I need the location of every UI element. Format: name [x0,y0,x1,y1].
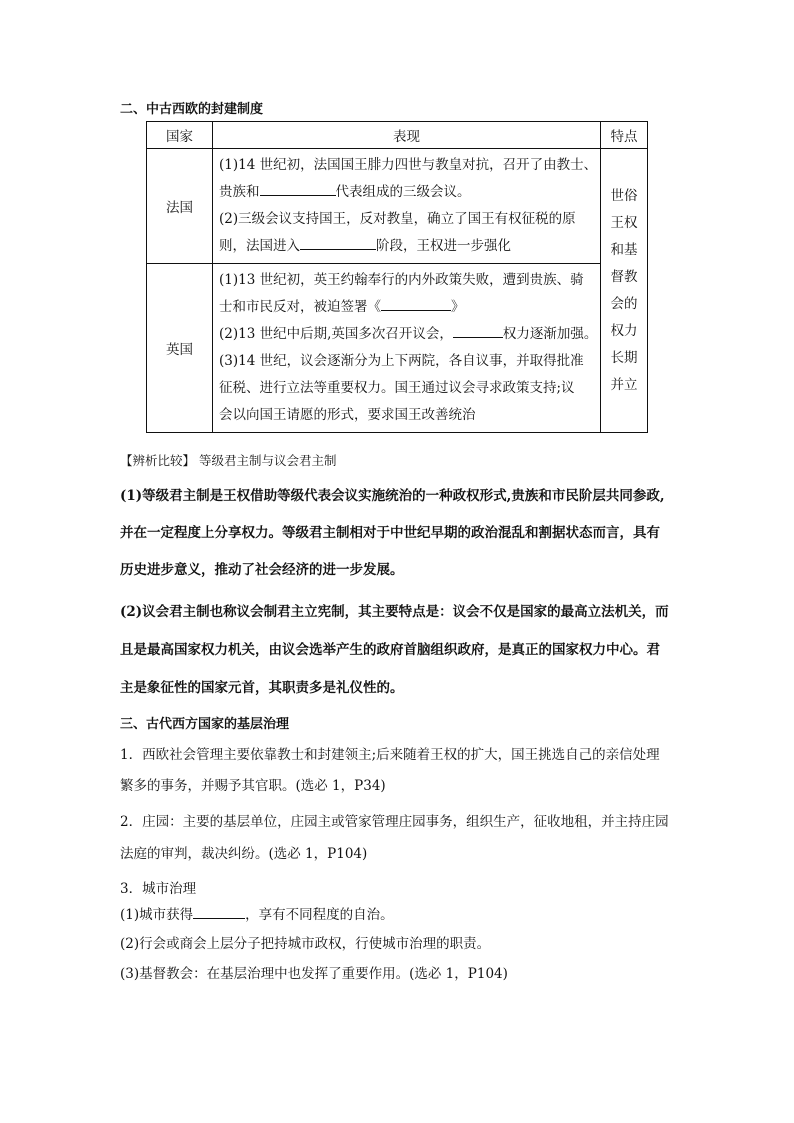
compare-line: (1)等级君主制是王权借助等级代表会议实施统治的一种政权形式,贵族和市民阶层共同参政, [120,488,665,504]
feature-char: 权力 [610,322,638,339]
performance-cell [213,264,601,433]
feature-char: 世俗 [610,187,638,204]
item-line: (1)城市获得 ，享有不同程度的自治。 [120,907,394,923]
text-line: (2)三级会议支持国王，反对教皇，确立了国王有权征税的原 [219,211,576,227]
header-country: 国家 [147,122,213,149]
section-title: 三、古代西方国家的基层治理 [120,717,290,732]
item-line: (2)行会或商会上层分子把持城市政权，行使城市治理的职责。 [120,936,491,952]
item-line: 繁多的事务，并赐予其官职。(选必 1，P34) [120,778,386,794]
item-title: 3．城市治理 [120,881,197,897]
table-header-row [147,122,648,149]
compare-line: 主是象征性的国家元首，其职责多是礼仪性的。 [120,680,404,696]
fill-blank[interactable] [193,906,245,919]
text-line: (1)14 世纪初，法国国王腓力四世与教皇对抗，召开了由教士、 [219,157,598,173]
feature-char: 王权 [610,214,638,231]
compare-line: 且是最高国家权力机关，由议会选举产生的政府首脑组织政府，是真正的国家权力中心。君 [120,642,660,658]
fill-blank[interactable] [453,325,503,338]
section-title: 二、中古西欧的封建制度 [120,102,264,117]
fill-blank[interactable] [381,298,451,311]
header-feature: 特点 [601,122,648,149]
table-row-france [147,149,648,264]
item-line: 1．西欧社会管理主要依靠教士和封建领主;后来随着王权的扩大，国王挑选自己的亲信处理 [120,747,660,763]
feature-char: 会的 [610,295,638,312]
fill-blank[interactable] [260,183,336,196]
item-line: 2．庄园：主要的基层单位，庄园主或管家管理庄园事务，组织生产，征收地租，并主持庄园 [120,814,669,830]
compare-line: (2)议会君主制也称议会制君主立宪制，其主要特点是：议会不仅是国家的最高立法机关，而 [120,604,669,620]
text-line: 士和市民反对，被迫签署《 》 [219,299,465,315]
text-line: (2)13 世纪中后期,英国多次召开议会， 权力逐渐加强。 [219,326,598,342]
item-line: (3)基督教会：在基层治理中也发挥了重要作用。(选必 1，P104) [120,966,508,982]
text-line: (1)13 世纪初，英王约翰奉行的内外政策失败，遭到贵族、骑 [219,272,584,288]
feudal-system-table [146,121,648,433]
performance-cell [213,149,601,264]
country-cell: 法国 [147,149,213,264]
compare-line: 并在一定程度上分享权力。等级君主制相对于中世纪早期的政治混乱和割据状态而言，具有 [120,525,660,541]
text-line: 则，法国进入 阶段，王权进一步强化 [219,238,511,254]
fill-blank[interactable] [300,237,376,250]
feature-cell [601,149,648,433]
compare-title: 【辨析比较】 等级君主制与议会君主制 [120,453,337,468]
text-line: 会以向国王请愿的形式，要求国王改善统治 [219,407,476,423]
feature-char: 并立 [610,376,638,393]
header-performance: 表现 [213,122,601,149]
compare-line: 历史进步意义，推动了社会经济的进一步发展。 [120,562,404,578]
item-line: 法庭的审判，裁决纠纷。(选必 1，P104) [120,846,368,862]
table-row-england [147,264,648,433]
feature-char: 和基 [610,241,638,258]
feature-char: 长期 [610,349,638,366]
country-cell: 英国 [147,264,213,433]
text-line: (3)14 世纪，议会逐渐分为上下两院，各自议事，并取得批准 [219,353,584,369]
text-line: 征税、进行立法等重要权力。国王通过议会寻求政策支持;议 [219,380,575,396]
feature-char: 督教 [610,268,638,285]
text-line: 贵族和 代表组成的三级会议。 [219,184,471,200]
